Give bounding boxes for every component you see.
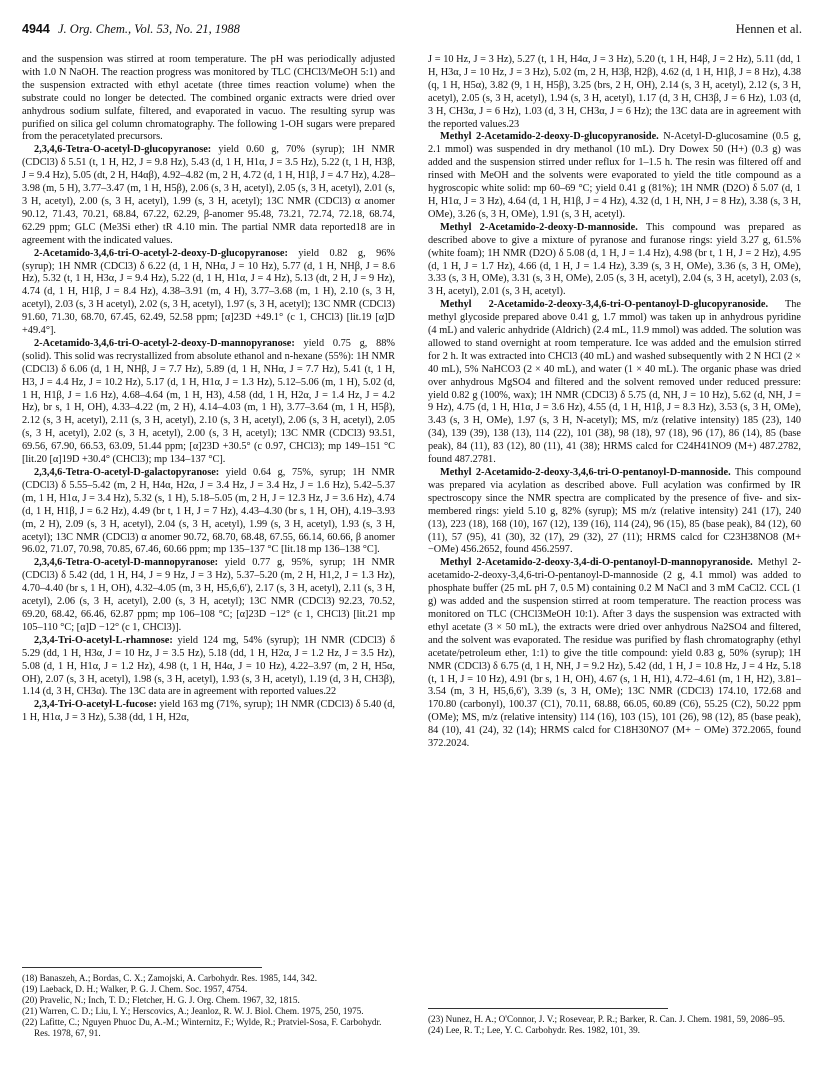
footnote: (18) Banaszeh, A.; Bordas, C. X.; Zamojski, A. Carbohydr. Res. 1985, 144, 342. <box>22 973 317 983</box>
compound-title: Methyl 2-Acetamido-2-deoxy-3,4,6-tri-O-pentanoyl-D-glucopyranoside. <box>440 299 769 311</box>
footnote: (23) Nunez, H. A.; O'Connor, J. V.; Rosevear, P. R.; Barker, R. Can. J. Chem. 1981, 59, 2086–95. <box>428 1014 785 1024</box>
compound-title: Methyl 2-Acetamido-2-deoxy-D-glucopyranoside. <box>440 131 659 143</box>
compound-entry <box>428 467 801 557</box>
paragraph: J = 10 Hz, J = 3 Hz), 5.27 (t, 1 H, H4α, J = 3 Hz), 5.20 (t, 1 H, H4β, J = 2 Hz), 5.11 (dd, 1 H, H3α, J = 10 Hz, J = 3 Hz), 5.02 (m, 2 H, H3β, H2β), 4.62 (d, 1 H, H1β, J = 8 Hz), 4.38 (q, 1 H, H5α), 3.82 (9, 1 H, H5β), 3.25 (brs, 2 H, OH), 2.14 (s, 3 H, acetyl), 2.12 (s, 3 H, acetyl), 2.05 (s, 3 H, acetyl), 1.94 (s, 3 H, acetyl), 1.17 (d, 3 H, CH3β, J = 6 Hz), 1.03 (d, 3 H, CH3α, J = 6 Hz), 1.03 (d, 3 H, CH3α, J = 6 Hz); the 13C data are in agreement with the reported values.23 <box>428 54 801 130</box>
compound-entry <box>22 635 395 700</box>
journal-citation: J. Org. Chem., Vol. 53, No. 21, 1988 <box>58 22 240 36</box>
footnote: (24) Lee, R. T.; Lee, Y. C. Carbohydr. Res. 1982, 101, 39. <box>428 1025 640 1036</box>
compound-data: yield 0.77 g, 95%, syrup; 1H NMR (CDCl3) δ 5.42 (dd, 1 H, H4, J = 9 Hz, J = 3 Hz), 5.37–5.20 (m, 2 H, H1,2, J = 1.3 Hz), 4.70–4.40 (br s, 1 H, OH), 4.32–4.05 (m, 3 H, H5,6,6′), 2.17 (s, 3 H, acetyl), 2.11 (s, 3 H, acetyl), 2.06 (s, 3 H, acetyl), 2.00 (s, 3 H, acetyl); 13C NMR (CDCl3) 92.23, 70.52, 69.20, 68.42, 66.46, 62.87 ppm; mp 106–108 °C; [α]23D −12° (c 1, CHCl3) [lit.21 mp 105–110 °C; [α]D −12° (c 1, CHCl3)]. <box>22 557 395 633</box>
compound-title: 2,3,4,6-Tetra-O-acetyl-D-galactopyranose: <box>34 467 220 478</box>
compound-entry <box>428 222 801 299</box>
compound-data: N-Acetyl-D-glucosamine (0.5 g, 2.1 mmol) was suspended in dry methanol (10 mL). Dry Dowex 50 (H+) (0.3 g) was added and the suspension stirred under reflux for 1–1.5 h. The resin was filtered off and rinsed with MeOH and the solvents were evaporated to yield the title compound as a hygroscopic white solid: mp 60–69 °C; yield 0.41 g (81%); 1H NMR (D2O) δ 5.07 (d, 1 H, H1α, J = 3 Hz), 4.64 (d, 1 H, H1β, J = 4 Hz), 4.32 (d, 1 H, NH, J = 8 Hz), 3.38 (s, 3 H, OMe), 3.26 (s, 3 H, OMe), 1.91 (s, 3 H, acetyl). <box>428 131 801 220</box>
footnote: (22) Lafitte, C.; Nguyen Phuoc Du, A.-M.; Winternitz, F.; Wylde, R.; Pratviel-Sosa, F. Carbohydr. Res. 1978, 67, 91. <box>22 1017 382 1039</box>
compound-data: This compound was prepared as described above to give a mixture of pyranose and furanose rings: yield 3.27 g, 61.5% (white foam); 1H NMR (D2O) δ 5.08 (d, 1 H, J = 1.4 Hz), 4.98 (br t, 1 H, J = 2 Hz), 4.95 (d, 1 H, J = 1.7 Hz), 4.66 (d, 1 H, J = 1.4 Hz), 3.39 (s, 3 H, OMe), 3.36 (s, 3 H, OMe), 3.33 (s, 3 H, OMe), 3.31 (s, 3 H, OMe), 2.05 (s, 3 H, acetyl), 2.04 (s, 3 H, acetyl), 2.03 (s, 3 H, acetyl), 2.01 (s, 3 H, acetyl). <box>428 221 801 298</box>
compound-data: The methyl glycoside prepared above 0.41 g, 1.7 mmol) was taken up in anhydrous pyridine (4 mL) and valeric anhydride (Aldrich) (2.4 mL, 11.9 mmol) was added. The solution was allowed to stand overnight at room temperature. Ice was added and the emulsion stirred for 2 h. It was extracted into CHCl3 (40 mL) and washed subsequently with 2 N HCl (2 × 40 mL), 5% NaHCO3 (2 × 40 mL), and water (1 × 40 mL). The organic phase was dried over anhydrous MgSO4 and filtered and the solvent removed under reduced pressure: yield 0.82 g (100%, wax); 1H NMR (CDCl3) δ 5.75 (d, NH, J = 10 Hz), 5.62 (d, NH, J = 9 Hz), 4.75 (d, 1 H, H1α, J = 3.6 Hz), 4.55 (d, 1 H, H1β, J = 8.3 Hz), 3.53 (s, 3 H, OMe), 3.43 (s, 3 H, OMe), 1.97 (s, 3 H, N-acetyl); MS, m/z (relative intensity) 185 (23), 140 (34), 139 (39), 138 (13), 114 (22), 101 (38), 98 (18), 97 (18), 96 (17), 86 (14), 85 (base peak), 84 (11), 83 (12), 80 (11), 41 (38); HRMS calcd for C24H41NO9 (M+) 487.2782, found 487.2781. <box>428 299 801 466</box>
compound-title: 2,3,4-Tri-O-acetyl-L-rhamnose: <box>34 634 173 646</box>
footnotes-left <box>22 967 395 1040</box>
footnote: (21) Warren, C. D.; Liu, I. Y.; Herscovics, A.; Jeanloz, R. W. J. Biol. Chem. 1975, 250, 1975. <box>22 1006 364 1017</box>
left-column <box>22 54 395 725</box>
compound-data: yield 0.64 g, 75%, syrup; 1H NMR (CDCl3) δ 5.55–5.42 (m, 2 H, H4α, H2α, J = 3.4 Hz, J = 3.4 Hz, J = 1.6 Hz), 5.42–5.37 (m, 1 H, H1α, J = 3.4 Hz), 5.32 (s, 1 H), 5.18–5.05 (m, 2 H, J = 12.3 Hz, J = 3.6 Hz), 4.74 (d, 1 H, H1β, J = 6.2 Hz), 4.49 (br t, 1 H, J = 7 Hz), 4.43–4.30 (br s, 1 H, OH), 4.19–3.93 (m, 2 H), 2.09 (s, 3 H, acetyl), 2.04 (s, 3 H, acetyl), 1.99 (s, 3 H, acetyl), 1.93 (s, 3 H, acetyl); 13C NMR (CDCl3) α anomer 90.72, 68.70, 68.48, 67.55, 66.14, 60.66, β anomer 96.02, 71.07, 70.98, 70.85, 67.46, 60.66 ppm; mp 135–137 °C [lit.18 mp 136–138 °C]. <box>22 467 395 556</box>
footnote: (20) Pravelic, N.; Inch, T. D.; Fletcher, H. G. J. Org. Chem. 1967, 32, 1815. <box>22 995 300 1006</box>
compound-entry <box>22 338 395 467</box>
compound-title: 2,3,4,6-Tetra-O-acetyl-D-glucopyranose: <box>34 144 212 156</box>
compound-entry <box>22 467 395 557</box>
compound-data: Methyl 2-acetamido-2-deoxy-3,4,6-tri-O-pentanoyl-D-mannoside (2 g, 4.1 mmol) was added to phosphate buffer (25 mL pH 7, 0.5 M) containing 0.2 M NaCl and 3 mM CaCl2. CCL (1 g) was added and the suspension stirred at room temperature. The reaction process was monitored on TLC (CHCl3MeOH 10:1). After 3 days the suspension was extracted with ethyl acetate (3 × 50 mL), the extracts were dried over anhydrous Na2SO4 and filtered, and the solvent was evaporated. The residue was purified by flash chromatography (ethyl acetate/petroleum ether, 1:1) to give the title compound: yield 0.83 g, 50% (syrup); 1H NMR (CDCl3) δ 6.75 (d, 1 H, NH, J = 9.2 Hz), 5.42 (dd, 1 H, J = 10.8 Hz, J = 4 Hz, 5.18 (t, 1 H, J = 10 Hz), 4.91 (br s, 1 H, OH), 4.67 (s, 1 H, H1), 4.72–4.61 (m, 1 H, H2), 3.81–3.54 (m, 3 H, H5,6,6′), 3.39 (s, 3 H, OMe); 13C NMR (CDCl3) 174.10, 172.68 and 170.80 (carbonyl), 100.37 (C1), 70.11, 68.88, 66.05, 60.89 (C6), 55.25 (C2), 50.22 ppm (OMe); MS, m/z (relative intensity) 114 (16), 103 (15), 101 (26), 98 (12), 85 (base peak), 84 (10), 41 (24), 32 (14); HRMS calcd for C18H30NO7 (M+ − OMe) 372.2065, found 372.2024. <box>428 557 801 750</box>
compound-data: yield 0.75 g, 88% (solid). This solid was recrystallized from absolute ethanol and n-hexane (55%): 1H NMR (CDCl3) δ 6.06 (d, 1 H, NHβ, J = 7.7 Hz), 5.89 (d, 1 H, NHα, J = 7.7 Hz), 5.41 (t, 1 H, H3, J = 4.4 Hz, J = 10.2 Hz), 5.17 (d, 1 H, H1α, J = 1.3 Hz), 5.12–5.06 (m, 1 H), 5.02 (d, 1 H, H1β, J = 1.6 Hz), 4.68–4.64 (m, 1 H, H3), 4.58 (dd, 1 H, H2α, J = 1.4 Hz, J = 4.2 Hz), br s, 1 H, OH), 4.33–4.22 (m, 2 H), 4.14–4.03 (m, 1 H), 3.77–3.64 (m, 1 H, H5β), 2.12 (s, 3 H, acetyl), 2.11 (s, 3 H, acetyl), 2.10 (s, 3 H, acetyl), 2.06 (s, 3 H, acetyl), 2.05 (s, 3 H, acetyl), 2.02 (s, 3 H, acetyl), 2.00 (s, 3 H, acetyl); 13C NMR (CDCl3) 93.51, 69.56, 67.90, 66.53, 63.09, 51.44 ppm; [α]23D +30.5° (c 0.97, CHCl3); mp 149–151 °C [lit.20 [α]19D +30.4° (CHCl3); mp 134–137 °C]. <box>22 337 395 466</box>
footnote-divider <box>22 967 262 968</box>
compound-entry <box>428 131 801 221</box>
footnote-divider <box>428 1008 668 1009</box>
right-column <box>428 54 801 751</box>
compound-data: This compound was prepared via acylation as described above. Full acylation was confirmed by IR spectroscopy since the NMR spectra are complicated by the presence of five- and six-membered rings: yield 5.10 g, 82% (syrup); MS m/z (relative intensity) 241 (17), 240 (13), 223 (18), 168 (10), 167 (12), 139 (16), 114 (24), 96 (15), 85 (base peak), 84 (12), 60 (11), 57 (95), 41 (30), 32 (17), 29 (32), 27 (11); HRMS calcd for C23H38NO8 (M+ −OMe) 456.2652, found 456.2597. <box>428 467 801 556</box>
compound-entry <box>428 299 801 467</box>
compound-entry <box>22 557 395 634</box>
page-header <box>22 22 802 40</box>
compound-entry <box>22 699 395 725</box>
footnotes-right <box>428 1008 801 1036</box>
paragraph: and the suspension was stirred at room temperature. The pH was periodically adjusted with 1.0 N NaOH. The reaction progress was monitored by TLC (CHCl3/MeOH 5:1) and the suspension extracted with ethyl acetate (three times reaction volume) when the substrate could no longer be detected. The combined organic extracts were dried over anhydrous sodium sulfate, filtered, and evaporated in vacuo. The resulting syrup was purified on silica gel column chromatography. The following 1-OH sugars were prepared from the peracetylated precursors. <box>22 54 395 143</box>
compound-entry <box>22 248 395 338</box>
compound-data: yield 0.60 g, 70% (syrup); 1H NMR (CDCl3) δ 5.51 (t, 1 H, H2, J = 9.8 Hz), 5.43 (d, 1 H, H1α, J = 3.5 Hz), 5.22 (t, 1 H, H3β, J = 9.4 Hz), 5.05 (dt, 2 H, H4αβ), 4.92–4.82 (m, 2 H, 4.72 (d, 1 H, H1β, J = 4.7 Hz), 4.28–3.98 (m, 5 H), 3.77–3.47 (m, 1 H, H5β), 2.06 (s, 3 H, acetyl), 2.05 (s, 3 H, acetyl), 2.01 (s, 3 H, acetyl), 2.00 (s, 3 H, acetyl), 1.99 (s, 3 H, acetyl); 13C NMR (CDCl3) α anomer 90.12, 71.43, 70.21, 68.84, 67.22, 62.29, β-anomer 95.48, 73.21, 72.74, 72.18, 68.74, 62.29 ppm; GLC (Me3Si ether) tR 4.10 min. The partial NMR data reported18 are in agreement with the indicated values. <box>22 144 395 246</box>
compound-title: 2,3,4,6-Tetra-O-acetyl-D-mannopyranose: <box>34 557 219 569</box>
compound-data: yield 124 mg, 54% (syrup); 1H NMR (CDCl3) δ 5.29 (dd, 1 H, H3α, J = 10 Hz, J = 3.5 Hz), 5.18 (dd, 1 H, H2α, J = 1.2 Hz, J = 3.5 Hz), 5.08 (d, 1 H, H1α, J = 1.2 Hz), 4.98 (t, 1 H, H4α, J = 10 Hz), 4.22–3.97 (m, 2 H, H5α, OH), 2.07 (s, 3 H, acetyl), 1.98 (s, 3 H, acetyl), 1.93 (s, 3 H, acetyl), 1.19 (d, 3 H, CH3β), 1.14 (d, 3 H, CH3α). The 13C data are in agreement with reported values.22 <box>22 634 395 698</box>
compound-title: 2-Acetamido-3,4,6-tri-O-acetyl-2-deoxy-D-glucopyranose: <box>34 247 288 259</box>
compound-title: Methyl 2-Acetamido-2-deoxy-3,4,6-tri-O-pentanoyl-D-mannoside. <box>440 467 731 478</box>
compound-title: 2,3,4-Tri-O-acetyl-L-fucose: <box>34 699 157 711</box>
compound-title: 2-Acetamido-3,4,6-tri-O-acetyl-2-deoxy-D-mannopyranose: <box>34 337 295 349</box>
compound-data: yield 0.82 g, 96% (syrup); 1H NMR (CDCl3) δ 6.22 (d, 1 H, NHα, J = 10 Hz), 5.77 (d, 1 H, NHβ, J = 8.6 Hz), 5.32 (t, 1 H, H3α, J = 9.4 Hz), 5.22 (d, 1 H, H1α, J = 4 Hz), 5.13 (dt, 2 H, J = 9 Hz), 4.74 (d, 1 H, H1β, J = 8.4 Hz), 4.38–3.91 (m, 4 H), 3.77–3.68 (m, 1 H), 2.10 (s, 3 H, acetyl), 2.03 (s, 3 H acetyl), 2.02 (s, 3 H, acetyl), 1.97 (s, 3 H, acetyl); 13C NMR (CDCl3) 91.60, 71.30, 68.70, 67.45, 62.49, 52.58 ppm; [α]23D +49.1° (c 1, CHCl3) [lit.19 [α]D +49.4°]. <box>22 247 395 337</box>
compound-title: Methyl 2-Acetamido-2-deoxy-3,4-di-O-pentanoyl-D-mannopyranoside. <box>440 557 753 569</box>
footnote: (19) Laeback, D. H.; Walker, P. G. J. Chem. Soc. 1957, 4754. <box>22 984 248 995</box>
compound-title: Methyl 2-Acetamido-2-deoxy-D-mannoside. <box>440 221 638 233</box>
running-authors: Hennen et al. <box>735 22 802 36</box>
compound-entry <box>22 144 395 247</box>
compound-entry <box>428 557 801 751</box>
compound-data: yield 163 mg (71%, syrup); 1H NMR (CDCl3) δ 5.40 (d, 1 H, H1α, J = 3 Hz), 5.38 (dd, 1 H, H2α, <box>22 699 395 724</box>
page-number: 4944 <box>22 22 50 36</box>
